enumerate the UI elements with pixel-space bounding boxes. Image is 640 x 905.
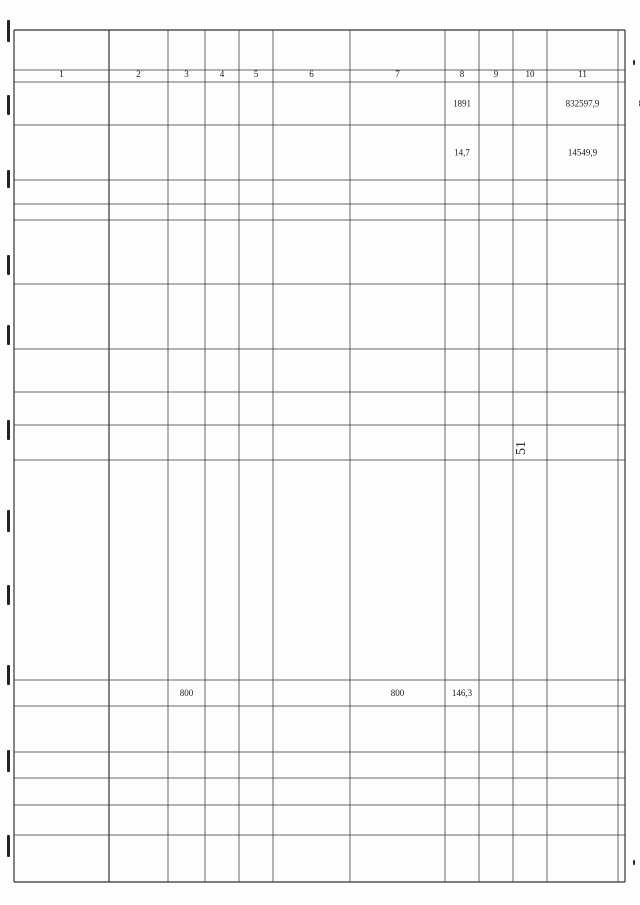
column-number: 5 — [253, 69, 259, 79]
edge-mark — [7, 325, 10, 345]
column-number: 11 — [578, 69, 587, 79]
edge-mark — [7, 665, 10, 685]
edge-mark — [7, 95, 10, 115]
column-number: 8 — [459, 69, 465, 79]
table-cell: 800 — [390, 688, 405, 698]
table-cell: 14549,9 — [567, 147, 598, 158]
table-cell: 1891 — [453, 98, 471, 109]
edge-mark — [633, 860, 635, 865]
column-number: 6 — [309, 69, 314, 79]
column-number: 7 — [395, 69, 400, 79]
column-number: 4 — [219, 69, 225, 79]
edge-mark — [7, 255, 10, 275]
table-cell: 800 — [179, 688, 194, 698]
edge-mark — [7, 170, 10, 188]
edge-mark — [7, 20, 10, 42]
edge-mark — [7, 420, 10, 440]
document-sheet — [14, 30, 625, 882]
edge-mark — [7, 510, 10, 532]
edge-mark — [7, 835, 10, 857]
edge-mark — [7, 585, 10, 605]
column-number: 2 — [136, 69, 141, 79]
edge-mark — [633, 60, 635, 65]
table-cell: 832597,9 — [565, 98, 600, 109]
column-number: 9 — [493, 69, 499, 79]
column-number: 1 — [59, 69, 64, 79]
table-cell: 14,7 — [454, 147, 470, 158]
column-number: 3 — [184, 69, 189, 79]
edge-mark — [7, 750, 10, 772]
table-cell: 146,3 — [451, 688, 473, 698]
column-number: 10 — [525, 69, 535, 79]
data-table — [14, 30, 625, 882]
page-number: 51 — [514, 441, 529, 455]
